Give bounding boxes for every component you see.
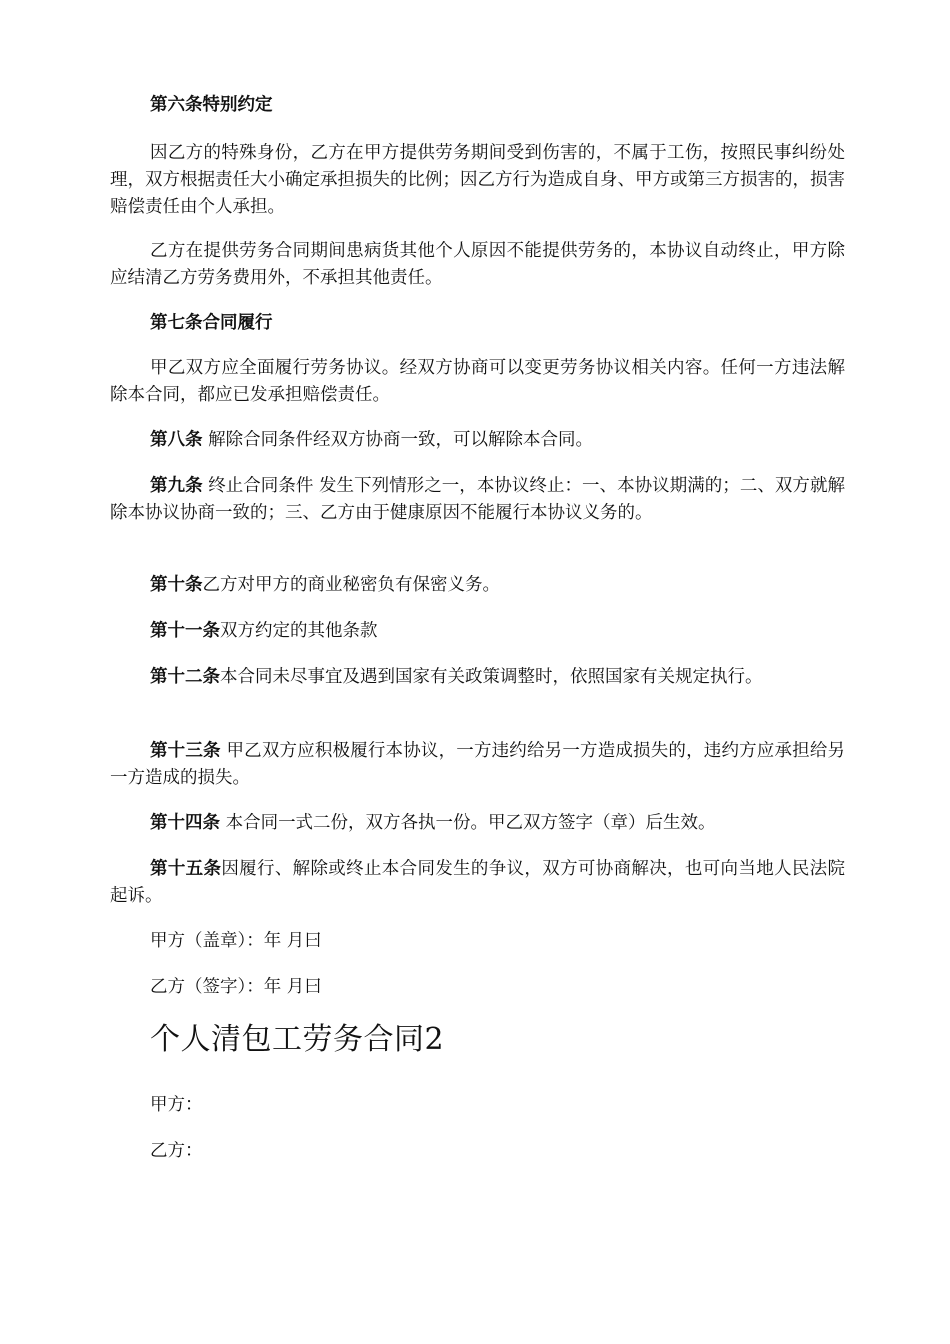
article-6-heading: 第六条特别约定	[150, 95, 273, 115]
article-7-heading: 第七条合同履行	[150, 313, 273, 333]
contract-2-title: 个人清包工劳务合同2	[150, 1022, 445, 1057]
article-8-paragraph	[110, 427, 845, 454]
article-14-text: 本合同一式二份，双方各执一份。甲乙双方签字（章）后生效。	[220, 813, 716, 833]
article-10-label: 第十条	[150, 575, 203, 595]
article-12-label: 第十二条	[150, 667, 220, 687]
article-11-label: 第十一条	[150, 621, 220, 641]
signature-party-b: 乙方（签字）：年 月曰	[150, 977, 322, 997]
article-12-paragraph	[110, 664, 845, 691]
contract-2-party-b: 乙方：	[150, 1141, 203, 1161]
article-9-text: 终止合同条件 发生下列情形之一，本协议终止：一、本协议期满的；二、双方就解除本协议协商一致的；三、乙方由于健康原因不能履行本协议义务的。	[110, 476, 846, 523]
article-9-paragraph	[110, 473, 845, 527]
article-6-paragraph-2: 乙方在提供劳务合同期间患病货其他个人原因不能提供劳务的，本协议自动终止，甲方除应结清乙方劳务费用外，不承担其他责任。	[110, 241, 845, 288]
article-9-label: 第九条	[150, 476, 203, 496]
article-12-text: 本合同未尽事宜及遇到国家有关政策调整时，依照国家有关规定执行。	[220, 667, 763, 687]
contract-2-party-a: 甲方：	[150, 1095, 203, 1115]
article-14-paragraph	[110, 810, 845, 837]
article-10-paragraph	[110, 572, 845, 599]
article-15-paragraph	[110, 856, 845, 910]
article-13-paragraph	[110, 738, 845, 792]
article-14-label: 第十四条	[150, 813, 220, 833]
article-13-label: 第十三条	[150, 741, 221, 761]
article-13-text: 甲乙双方应积极履行本协议，一方违约给另一方造成损失的，违约方应承担给另一方造成的损失。	[110, 741, 846, 788]
article-10-text: 乙方对甲方的商业秘密负有保密义务。	[202, 575, 500, 595]
article-11-text: 双方约定的其他条款	[220, 621, 378, 641]
article-15-label: 第十五条	[150, 859, 222, 879]
signature-party-a: 甲方（盖章）：年 月曰	[150, 931, 322, 951]
article-8-label: 第八条	[150, 430, 203, 450]
article-8-text: 解除合同条件经双方协商一致，可以解除本合同。	[202, 430, 594, 450]
article-15-text: 因履行、解除或终止本合同发生的争议，双方可协商解决，也可向当地人民法院起诉。	[110, 859, 846, 906]
article-6-paragraph-1: 因乙方的特殊身份，乙方在甲方提供劳务期间受到伤害的，不属于工伤，按照民事纠纷处理，双方根据责任大小确定承担损失的比例；因乙方行为造成自身、甲方或第三方损害的，损害赔偿责任由个人承担。	[110, 143, 845, 217]
article-11-paragraph	[110, 618, 845, 645]
article-7-paragraph: 甲乙双方应全面履行劳务协议。经双方协商可以变更劳务协议相关内容。任何一方违法解除本合同，都应已发承担赔偿责任。	[110, 358, 845, 405]
